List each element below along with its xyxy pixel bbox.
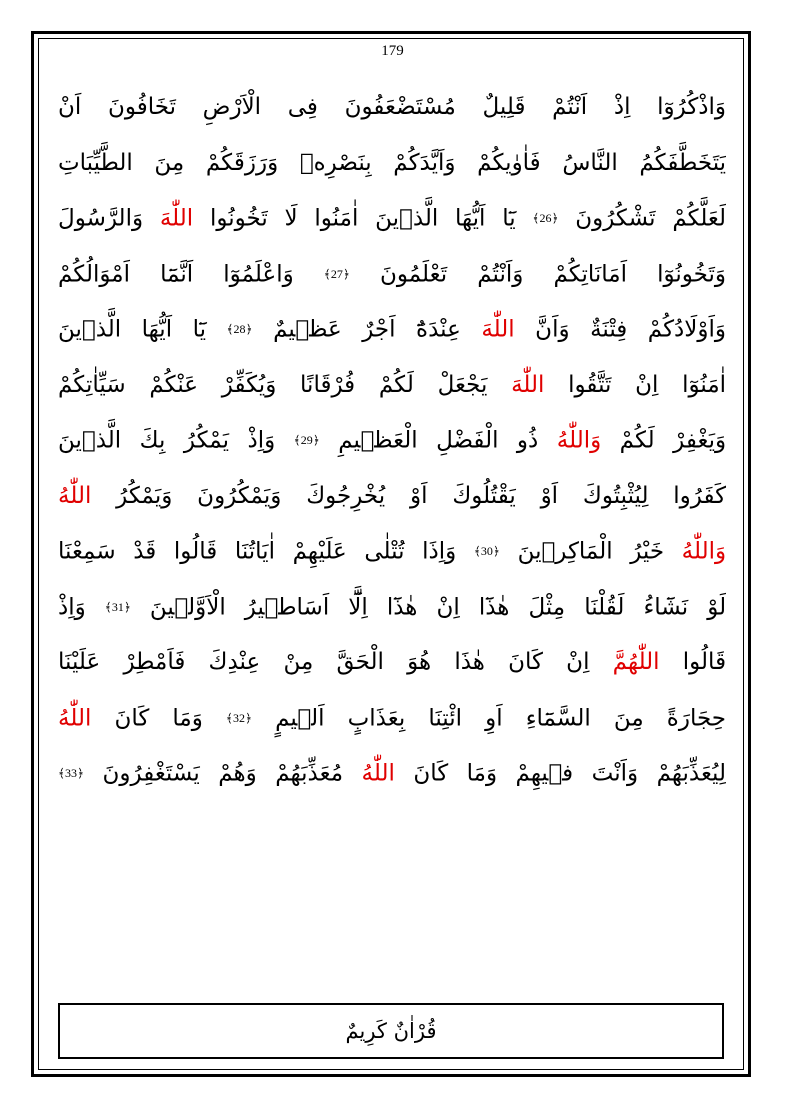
word: لَكُمْ xyxy=(619,427,655,454)
text-line xyxy=(58,691,726,747)
verse-number-marker: ﴿29﴾ xyxy=(293,433,320,447)
word: قَدْ xyxy=(133,538,157,565)
word: يَتَخَطَّفَكُمُ النَّاسُ xyxy=(562,149,726,176)
word: وَيَمْكُرُونَ xyxy=(197,482,282,509)
word: وَاَوْلَادُكُمْ xyxy=(647,316,726,343)
word: هٰذَٓا xyxy=(478,593,510,620)
divine-name-word: وَاللّٰهُ xyxy=(556,427,602,454)
word: بِنَصْرِهٖ xyxy=(299,149,372,176)
word: كَفَرُوا xyxy=(673,482,726,509)
word: لَقُلْنَا xyxy=(584,593,625,620)
text-line xyxy=(58,413,726,469)
text-line xyxy=(58,191,726,247)
word: اَيُّهَا الَّذٖينَ xyxy=(58,316,173,343)
word: مُعَذِّبَهُمْ xyxy=(275,760,344,787)
word: يَجْعَلْ xyxy=(437,371,488,398)
word: كَانَ xyxy=(114,704,150,731)
word: قَالُوا xyxy=(682,649,726,675)
word: لَا xyxy=(284,205,298,232)
word: اَلٖيمٍ xyxy=(275,704,325,731)
word: يَسْتَغْفِرُونَ xyxy=(102,760,200,787)
word: تَخَافُونَ xyxy=(107,94,176,120)
word: اٰمَنُوا xyxy=(314,205,359,232)
word: هٰذَٓا xyxy=(386,593,418,620)
word: قَلِيلٌ xyxy=(482,94,526,120)
word: عَلَيْهِمْ xyxy=(292,538,347,565)
word: هُوَ الْحَقَّ xyxy=(336,649,432,675)
text-line xyxy=(58,635,726,691)
word: وَيُكَفِّرْ xyxy=(221,371,277,398)
word: مِثْلَ xyxy=(528,593,566,620)
word: بِعَذَابٍ xyxy=(347,704,406,731)
verse-text-block xyxy=(58,80,726,802)
word: لِيُثْبِتُوكَ xyxy=(582,482,649,509)
text-line xyxy=(58,358,726,414)
word: اِنْ xyxy=(566,649,590,675)
word: مِنَ الطَّيِّبَاتِ xyxy=(58,149,185,176)
word: وَاِذَا xyxy=(422,538,457,565)
verse-number-marker: ﴿31﴾ xyxy=(104,599,131,614)
footer-title: قُرْاٰنٌ كَرِيمٌ xyxy=(345,1019,437,1043)
text-line xyxy=(58,247,726,303)
word: مُسْتَضْعَفُونَ xyxy=(344,94,456,120)
word: اِلَّٓا xyxy=(348,593,368,620)
word: ذُو الْفَضْلِ الْعَظٖيمِ xyxy=(338,427,539,454)
word: قَالُوا xyxy=(173,538,218,565)
word: مِنْ xyxy=(283,649,314,675)
word: فِتْنَةٌ xyxy=(590,316,628,343)
word: لِيُعَذِّبَهُمْ xyxy=(656,760,726,787)
word: سَيِّاٰتِكُمْ xyxy=(58,371,126,398)
word: عَظٖيمٌ xyxy=(273,316,342,343)
text-line xyxy=(58,469,726,525)
word: كَانَ xyxy=(508,649,543,675)
word: وَتَخُونُوٓا xyxy=(657,260,726,287)
word: تَشْكُرُونَ xyxy=(575,205,656,232)
word: وَرَزَقَكُمْ xyxy=(205,149,279,176)
word: اَجْرٌ xyxy=(362,316,396,343)
verse-number-marker: ﴿33﴾ xyxy=(58,766,85,780)
word: عِنْدَهُٓ xyxy=(416,316,461,343)
word: مِنَ السَّمَٓاءِ xyxy=(525,704,644,731)
word: يَٓا xyxy=(502,205,516,232)
verse-number-marker: ﴿26﴾ xyxy=(532,211,559,225)
divine-name-word: اللّٰهَ xyxy=(159,205,194,232)
word: وَيَمْكُرُ xyxy=(116,482,173,509)
word: اَسَاطٖيرُ الْاَوَّلٖينَ xyxy=(149,593,330,620)
word: نَشَٓاءُ xyxy=(643,593,689,620)
word: اَنْتُمْ xyxy=(552,94,588,120)
word: تُتْلٰى xyxy=(364,538,405,565)
word: اَوْ xyxy=(540,482,559,509)
word: وَاذْكُرُوٓا xyxy=(657,94,726,120)
word: حِجَارَةً xyxy=(666,704,726,731)
word: تَتَّقُوا xyxy=(568,371,612,398)
word: اَمْوَالُكُمْ xyxy=(58,260,130,287)
word: يَقْتُلُوكَ xyxy=(452,482,516,509)
footer-title-box xyxy=(58,1003,724,1059)
word: اِنْ xyxy=(436,593,460,620)
divine-name-word: اللّٰهُ xyxy=(58,482,92,509)
word: فِى الْاَرْضِ xyxy=(202,94,318,120)
text-line xyxy=(58,524,726,580)
word: هٰذَا xyxy=(454,649,485,675)
word: يَمْكُرُ xyxy=(183,427,229,454)
word: يُخْرِجُوكَ xyxy=(306,482,386,509)
word: تَخُونُوا xyxy=(209,205,268,232)
word: اٰيَاتُنَا xyxy=(234,538,275,565)
word: فُرْقَانًا xyxy=(300,371,356,398)
word: عَنْكُمْ xyxy=(149,371,199,398)
verse-number-marker: ﴿28﴾ xyxy=(226,322,253,336)
text-line xyxy=(58,80,726,136)
divine-name-word: اللّٰهُ xyxy=(361,760,395,787)
word: اٰمَنُوٓا xyxy=(682,371,726,398)
word: تَعْلَمُونَ xyxy=(379,260,448,287)
word: اِنْ xyxy=(635,371,659,398)
word: اَمَانَاتِكُمْ xyxy=(553,260,628,287)
word: اَيُّهَا الَّذٖينَ xyxy=(375,205,486,232)
word: سَمِعْنَا xyxy=(58,538,116,565)
word: وَاَنَّ xyxy=(535,316,570,343)
page-number: 179 xyxy=(381,43,404,59)
word: اَنْ xyxy=(58,94,82,120)
word: وَاِذْ xyxy=(247,427,276,454)
word: وَالرَّسُولَ xyxy=(58,205,144,232)
word: عَلَيْنَا xyxy=(58,649,101,675)
word: وَاَيَّدَكُمْ xyxy=(393,149,456,176)
word: بِكَ الَّذٖينَ xyxy=(58,427,166,454)
word: وَيَغْفِرْ xyxy=(673,427,726,454)
divine-name-word: وَاللّٰهُ xyxy=(681,538,726,565)
verse-number-marker: ﴿32﴾ xyxy=(225,710,252,725)
word: فَاَمْطِرْ xyxy=(123,649,186,675)
word: فٖيهِمْ xyxy=(515,760,574,787)
word: لَكُمْ xyxy=(378,371,414,398)
word: وَاِذْ xyxy=(58,593,86,620)
text-line xyxy=(58,302,726,358)
text-line xyxy=(58,746,726,802)
word: اَنَّمَٓا xyxy=(160,260,194,287)
word: فَاٰوٰيكُمْ xyxy=(477,149,541,176)
divine-name-word: اللّٰهَ xyxy=(481,316,515,343)
word: اَوِ ائْتِنَا xyxy=(428,704,503,731)
word: اِذْ xyxy=(613,94,631,120)
divine-name-word: اللّٰهَ xyxy=(511,371,545,398)
word: وَمَا xyxy=(172,704,203,731)
word: لَوْ xyxy=(707,593,726,620)
divine-name-word: اللّٰهُ xyxy=(58,704,92,731)
word: وَهُمْ xyxy=(218,760,257,787)
word: خَيْرُ الْمَاكِرٖينَ xyxy=(517,538,665,565)
word: اَوْ xyxy=(410,482,428,509)
verse-number-marker: ﴿27﴾ xyxy=(323,266,350,281)
word: وَاعْلَمُوٓا xyxy=(223,260,294,287)
word: وَاَنْتُمْ xyxy=(477,260,524,287)
word: لَعَلَّكُمْ xyxy=(672,205,726,232)
word: وَمَا xyxy=(466,760,498,787)
word: عِنْدِكَ xyxy=(208,649,261,675)
word: يَٓا xyxy=(192,316,207,343)
text-line xyxy=(58,580,726,636)
word: كَانَ xyxy=(413,760,449,787)
word: وَاَنْتَ xyxy=(591,760,639,787)
verse-number-marker: ﴿30﴾ xyxy=(473,544,500,558)
text-line xyxy=(58,136,726,192)
divine-name-word: اللّٰهُمَّ xyxy=(612,649,660,675)
